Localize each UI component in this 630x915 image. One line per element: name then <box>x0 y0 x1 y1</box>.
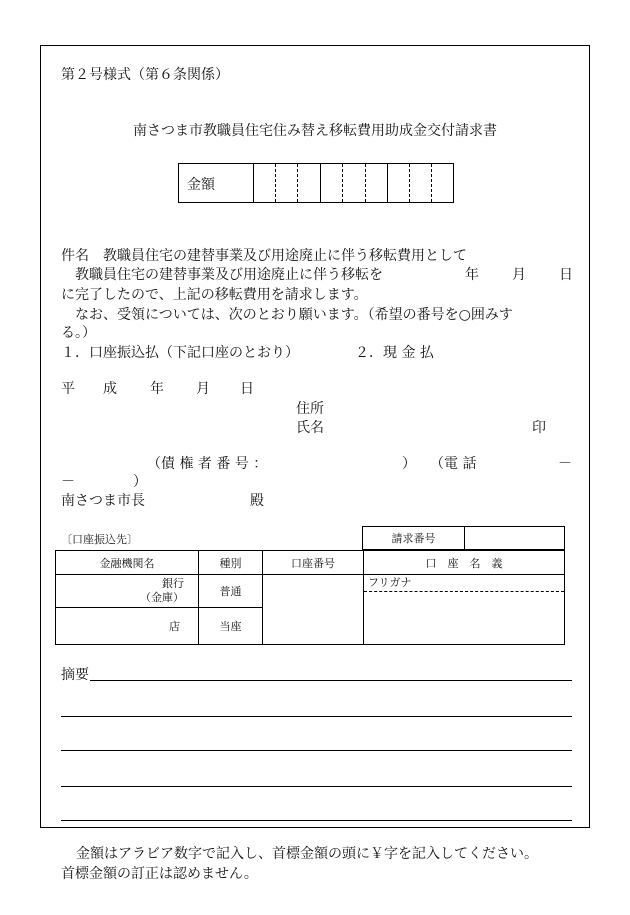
date-year-label: 年 <box>150 381 164 397</box>
phone-label: （電 話 <box>430 456 477 472</box>
request-number-table <box>362 526 565 550</box>
address-label: 住所 <box>296 401 324 417</box>
bank-name-cell[interactable] <box>56 575 199 608</box>
furigana-label: フリガナ <box>364 575 564 592</box>
bank-label: 銀行 <box>162 577 184 590</box>
remarks-line-1[interactable] <box>90 680 572 681</box>
amount-label: 金額 <box>187 177 215 193</box>
request-number-label: 請求番号 <box>363 527 465 550</box>
subject-line: 件名 教職員住宅の建替事業及び用途廃止に伴う移転費用として <box>61 248 467 264</box>
completion-day-label: 日 <box>559 267 573 283</box>
header-bank-name: 金融機関名 <box>56 551 199 575</box>
completion-year-label: 年 <box>465 267 479 283</box>
creditor-close-paren: ） <box>402 456 416 472</box>
header-account-holder: 口 座 名 義 <box>364 551 565 575</box>
form-number: 第２号様式（第６条関係） <box>61 67 229 83</box>
remarks-line-5[interactable] <box>61 820 572 821</box>
header-account-number: 口座番号 <box>263 551 364 575</box>
bank-table <box>55 550 565 645</box>
type-ordinary[interactable]: 普通 <box>199 575 263 608</box>
remarks-label: 摘要 <box>61 667 89 683</box>
type-current[interactable]: 当座 <box>199 608 263 645</box>
creditor-number-label: （債 権 者 番 号 ： <box>147 456 268 472</box>
phone-dash-1: － <box>558 456 572 472</box>
branch-label[interactable]: 店 <box>56 608 199 645</box>
footer-note-2: 首標金額の訂正は認めません。 <box>61 866 258 882</box>
completion-month-label: 月 <box>512 267 526 283</box>
footer-note-1: 金額はアラビア数字で記入し、首標金額の頭に￥字を記入してください。 <box>76 846 538 862</box>
date-era: 平 成 <box>61 381 117 397</box>
mayor-label: 南さつま市長 <box>61 493 145 509</box>
name-label: 氏名 <box>296 420 324 436</box>
date-day-label: 日 <box>240 381 254 397</box>
phone-dash-2: － <box>61 474 75 490</box>
remarks-line-3[interactable] <box>61 750 572 751</box>
payment-option-transfer[interactable]: １．口座振込払（下記口座のとおり） <box>61 345 299 361</box>
body-line-4: る。） <box>61 325 96 341</box>
header-account-type: 種別 <box>199 551 263 575</box>
seal-label: 印 <box>532 420 546 436</box>
phone-close-paren: ） <box>133 474 147 490</box>
account-holder-cell[interactable] <box>364 575 565 645</box>
bank-section-label: 〔口座振込先〕 <box>61 533 138 546</box>
account-number-cell[interactable] <box>263 575 364 645</box>
body-line-1: 教職員住宅の建替事業及び用途廃止に伴う移転を <box>75 267 383 283</box>
body-line-2: に完了したので、上記の移転費用を請求します。 <box>61 287 368 303</box>
body-line-3: なお、受領については、次のとおり願います。（希望の番号を○囲みす <box>75 307 513 323</box>
honorific: 殿 <box>250 493 264 509</box>
request-number-field[interactable] <box>465 527 565 550</box>
payment-option-cash[interactable]: ２．現 金 払 <box>355 345 434 361</box>
credit-union-label: （金庫） <box>140 591 184 604</box>
remarks-line-2[interactable] <box>61 716 572 717</box>
date-month-label: 月 <box>196 381 210 397</box>
remarks-line-4[interactable] <box>61 786 572 787</box>
amount-box[interactable] <box>178 163 454 203</box>
form-title: 南さつま市教職員住宅住み替え移転費用助成金交付請求書 <box>133 123 497 139</box>
